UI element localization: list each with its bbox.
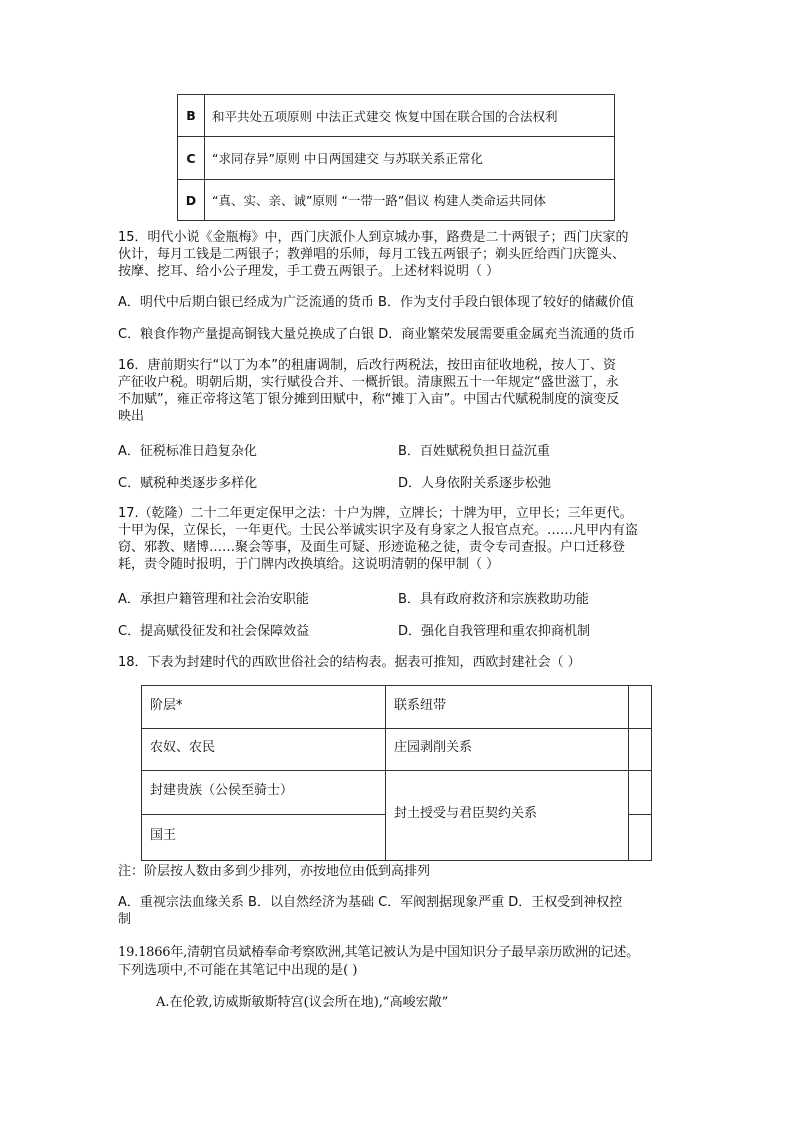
q17-option-d: D．强化自我管理和重农抑商机制 bbox=[398, 624, 591, 639]
q18-note: 注：阶层按人数由多到少排列，亦按地位由低到高排列 bbox=[118, 864, 431, 879]
options-table bbox=[177, 94, 615, 221]
q18-stem: 18．下表为封建时代的西欧世俗社会的结构表。据表可推知，西欧封建社会（ ） bbox=[118, 655, 581, 670]
q16-line-1: 16．唐前期实行“以丁为本”的租庸调制，后改行两税法，按田亩征收地税，按人丁、资 bbox=[118, 358, 617, 373]
q18-options-line-1: A．重视宗法血缘关系 B．以自然经济为基础 C．军阀割据现象严重 D．王权受到神权控 bbox=[118, 895, 623, 910]
q17-line-1: 17.（乾隆）二十二年更定保甲之法：十户为牌，立牌长；十牌为甲，立甲长；三年更代。 bbox=[118, 506, 633, 521]
table-header-bond: 联系纽带 bbox=[394, 698, 447, 713]
option-key: D bbox=[178, 180, 205, 221]
table-rule bbox=[142, 728, 651, 729]
table-row bbox=[178, 137, 615, 180]
q16-line-4: 映出 bbox=[118, 409, 145, 424]
table-cell: 国王 bbox=[150, 828, 177, 843]
q17-line-3: 窃、邪教、赌博……聚会等事，及面生可疑、形迹诡秘之徒，责令专司查报。户口迁移登 bbox=[118, 540, 626, 555]
q19-line-2: 下列选项中,不可能在其笔记中出现的是( ) bbox=[118, 963, 358, 978]
q16-option-a: A．征税标准日趋复杂化 bbox=[118, 444, 257, 459]
table-rule bbox=[628, 686, 629, 860]
q17-option-b: B．具有政府救济和宗族救助功能 bbox=[398, 592, 589, 607]
option-text: “真、实、亲、诚”原则 “一带一路”倡议 构建人类命运共同体 bbox=[205, 180, 615, 221]
table-cell: 庄园剥削关系 bbox=[394, 740, 473, 755]
q19-line-1: 19.1866年,清朝官员斌椿奉命考察欧洲,其笔记被认为是中国知识分子最早亲历欧洲的记述。 bbox=[118, 945, 640, 960]
table-row bbox=[178, 95, 615, 137]
q18-options-line-2: 制 bbox=[118, 912, 132, 927]
q16-option-c: C．赋税种类逐步多样化 bbox=[118, 476, 258, 491]
option-key: B bbox=[178, 95, 205, 137]
structure-table bbox=[141, 685, 652, 861]
option-key: C bbox=[178, 137, 205, 180]
option-text: 和平共处五项原则 中法正式建交 恢复中国在联合国的合法权利 bbox=[205, 95, 615, 137]
q16-line-2: 产征收户税。明朝后期，实行赋役合并、一概折银。清康熙五十一年规定“盛世滋丁，永 bbox=[118, 375, 619, 390]
q16-line-3: 不加赋”，雍正帝将这笔丁银分摊到田赋中，称“摊丁入亩”。中国古代赋税制度的演变反 bbox=[118, 392, 620, 407]
q17-option-c: C．提高赋役征发和社会保障效益 bbox=[118, 624, 310, 639]
table-cell: 封建贵族（公侯至骑士） bbox=[150, 783, 294, 798]
table-rule bbox=[385, 686, 386, 860]
q15-options-cd: C．粮食作物产量提高铜钱大量兑换成了白银 D．商业繁荣发展需要重金属充当流通的货币 bbox=[118, 327, 636, 342]
q17-line-2: 十甲为保，立保长，一年更代。士民公举诚实识字及有身家之人报官点充。……凡甲内有盗 bbox=[118, 523, 639, 538]
q15-line-1: 15．明代小说《金瓶梅》中，西门庆派仆人到京城办事，路费是二十两银子；西门庆家的 bbox=[118, 230, 629, 245]
option-text: “求同存异”原则 中日两国建交 与苏联关系正常化 bbox=[205, 137, 615, 180]
q17-option-a: A．承担户籍管理和社会治安职能 bbox=[118, 592, 309, 607]
q15-line-3: 按摩、挖耳、给小公子理发，手工费五两银子。上述材料说明（ ） bbox=[118, 264, 500, 279]
q19-option-a: A.在伦敦,访威斯敏斯特宫(议会所在地),“高峻宏敞” bbox=[156, 995, 449, 1010]
q16-option-d: D．人身依附关系逐步松弛 bbox=[398, 476, 552, 491]
table-rule bbox=[142, 770, 651, 771]
q15-options-ab: A．明代中后期白银已经成为广泛流通的货币 B．作为支付手段白银体现了较好的储藏价值 bbox=[118, 295, 634, 310]
table-rule bbox=[628, 814, 651, 815]
q17-line-4: 耗，责令随时报明，于门牌内改换填给。这说明清朝的保甲制（ ） bbox=[118, 557, 500, 572]
table-row bbox=[178, 180, 615, 221]
table-cell: 农奴、农民 bbox=[150, 740, 216, 755]
table-cell: 封土授受与君臣契约关系 bbox=[394, 806, 538, 821]
q16-option-b: B．百姓赋税负担日益沉重 bbox=[398, 444, 550, 459]
table-rule bbox=[142, 814, 385, 815]
q15-line-2: 伙计，每月工钱是二两银子；教弹唱的乐师，每月工钱五两银子；剃头匠给西门庆篦头、 bbox=[118, 247, 626, 262]
table-header-level: 阶层* bbox=[150, 698, 183, 713]
